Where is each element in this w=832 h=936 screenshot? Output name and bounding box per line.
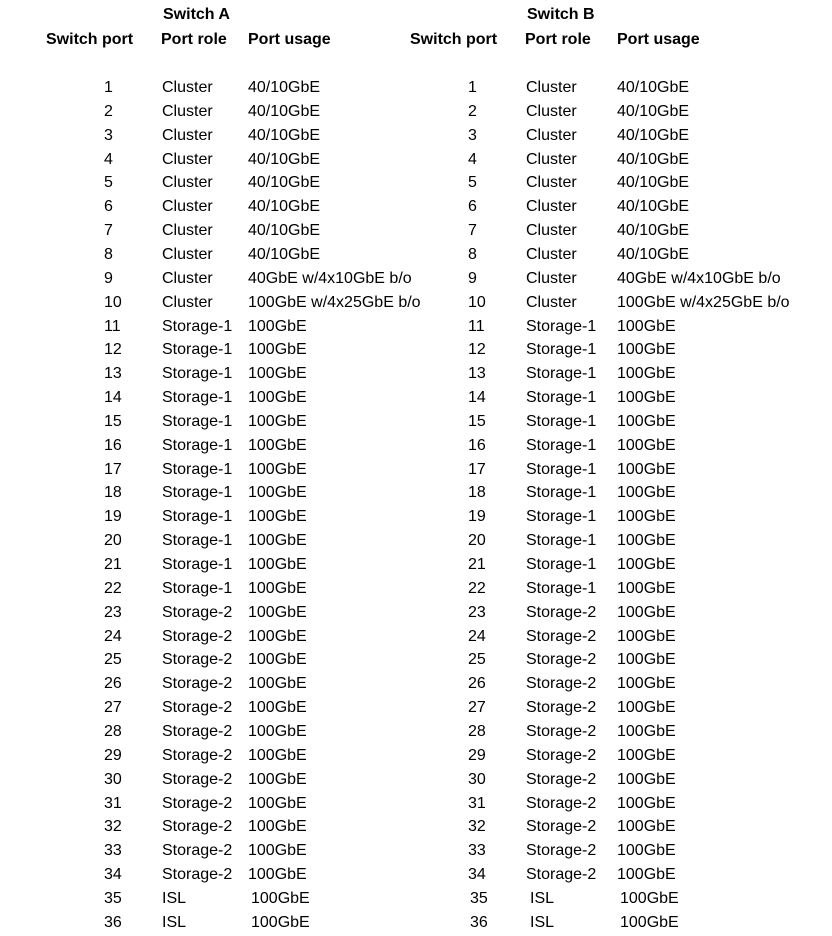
port-usage-cell: 100GbE (248, 651, 307, 669)
port-role-cell: Cluster (162, 293, 213, 311)
switch-port-cell: 23 (468, 603, 486, 621)
port-role-cell: Storage-1 (526, 484, 597, 502)
port-usage-cell: 100GbE (248, 818, 307, 836)
port-role-cell: Storage-2 (526, 603, 597, 621)
port-role-cell: Storage-2 (162, 842, 233, 860)
port-usage-cell: 40/10GbE (617, 79, 690, 96)
switch-port-cell: 26 (468, 675, 486, 693)
port-usage-cell: 100GbE (617, 460, 676, 478)
port-role-cell: ISL (162, 913, 187, 931)
port-role-cell: ISL (530, 913, 555, 931)
port-role-cell: Storage-2 (162, 746, 233, 764)
header-port-usage: Port usage (617, 31, 700, 48)
switch-port-cell: 36 (104, 913, 122, 931)
port-role-cell: Storage-1 (526, 556, 597, 573)
switch-port-cell: 20 (104, 532, 122, 550)
port-usage-cell: 100GbE (248, 675, 307, 693)
port-usage-cell: 100GbE (248, 436, 307, 454)
switch-port-cell: 24 (104, 627, 122, 645)
port-usage-cell: 40/10GbE (617, 102, 690, 120)
port-usage-cell: 40/10GbE (248, 126, 321, 144)
switch-port-cell: 10 (468, 293, 486, 311)
port-usage-cell: 40/10GbE (617, 174, 690, 192)
switch-port-cell: 11 (104, 317, 121, 335)
port-role-cell: Cluster (526, 269, 577, 287)
port-usage-cell: 100GbE (617, 508, 676, 526)
switch-port-cell: 32 (104, 818, 122, 836)
port-usage-cell: 100GbE (248, 556, 307, 573)
port-role-cell: Storage-1 (526, 317, 597, 335)
port-role-cell: Cluster (526, 245, 577, 263)
port-usage-cell: 100GbE (617, 818, 676, 836)
port-role-cell: ISL (530, 889, 555, 907)
port-usage-cell: 40/10GbE (248, 79, 321, 96)
switch-port-cell: 1 (104, 79, 113, 96)
switch-port-cell: 18 (468, 484, 486, 502)
port-role-cell: Cluster (526, 102, 577, 120)
port-usage-cell: 100GbE (248, 365, 307, 383)
port-role-cell: Storage-2 (526, 722, 597, 740)
switch-port-cell: 34 (468, 866, 486, 884)
header-port-role: Port role (161, 31, 227, 48)
switch-port-cell: 7 (104, 222, 113, 240)
switch-port-cell: 9 (104, 269, 113, 287)
switch-port-cell: 26 (104, 675, 122, 693)
switch-port-cell: 3 (468, 126, 477, 144)
port-role-cell: Storage-2 (162, 818, 233, 836)
port-role-cell: Storage-2 (162, 603, 233, 621)
port-role-cell: Storage-2 (526, 770, 597, 788)
switch-port-cell: 22 (104, 579, 122, 597)
port-usage-cell: 40/10GbE (248, 174, 321, 192)
port-role-cell: Cluster (162, 102, 213, 120)
port-role-cell: Storage-2 (526, 818, 597, 836)
port-role-cell: Cluster (162, 269, 213, 287)
switch-port-cell: 18 (104, 484, 122, 502)
port-usage-cell: 100GbE (617, 556, 676, 573)
port-usage-cell: 100GbE (248, 508, 307, 526)
switch-port-cell: 15 (104, 412, 122, 430)
port-role-cell: Cluster (526, 150, 577, 168)
port-role-cell: Storage-1 (526, 365, 597, 383)
port-role-cell: Cluster (162, 174, 213, 192)
port-role-cell: Storage-2 (162, 651, 233, 669)
port-usage-cell: 40/10GbE (617, 150, 690, 168)
port-usage-cell: 100GbE (248, 794, 307, 812)
port-usage-cell: 100GbE (248, 842, 307, 860)
port-role-cell: ISL (162, 889, 187, 907)
port-role-cell: Storage-2 (526, 651, 597, 669)
switch-port-cell: 29 (468, 746, 486, 764)
switch-port-cell: 2 (104, 102, 113, 120)
switch-port-cell: 4 (468, 150, 477, 168)
port-role-cell: Storage-2 (162, 866, 233, 884)
port-usage-cell: 100GbE (248, 699, 307, 717)
port-role-cell: Storage-2 (162, 770, 233, 788)
switch-port-cell: 20 (468, 532, 486, 550)
port-usage-cell: 100GbE w/4x25GbE b/o (617, 293, 790, 311)
port-usage-cell: 100GbE w/4x25GbE b/o (248, 293, 421, 311)
port-role-cell: Storage-2 (526, 746, 597, 764)
port-role-cell: Storage-1 (162, 412, 233, 430)
port-usage-cell: 100GbE (251, 913, 310, 931)
switch-port-cell: 5 (104, 174, 113, 192)
port-usage-cell: 100GbE (248, 746, 307, 764)
port-usage-cell: 100GbE (617, 365, 676, 383)
switch-port-cell: 6 (104, 198, 113, 216)
switch-port-cell: 9 (468, 269, 477, 287)
header-port-role: Port role (525, 31, 591, 48)
switch-b-title: Switch B (527, 6, 595, 23)
switch-port-cell: 14 (468, 389, 486, 407)
switch-port-cell: 24 (468, 627, 486, 645)
port-usage-cell: 100GbE (617, 651, 676, 669)
switch-port-cell: 21 (468, 556, 486, 573)
port-role-cell: Cluster (162, 198, 213, 216)
port-usage-cell: 40/10GbE (617, 198, 690, 216)
switch-port-cell: 14 (104, 389, 122, 407)
port-usage-cell: 100GbE (248, 389, 307, 407)
port-role-cell: Storage-2 (526, 675, 597, 693)
switch-port-cell: 6 (468, 198, 477, 216)
port-usage-cell: 100GbE (617, 627, 676, 645)
port-role-cell: Storage-1 (162, 532, 233, 550)
port-role-cell: Storage-2 (162, 794, 233, 812)
port-usage-cell: 100GbE (248, 532, 307, 550)
switch-port-cell: 30 (468, 770, 486, 788)
port-usage-cell: 100GbE (617, 675, 676, 693)
port-usage-cell: 100GbE (248, 770, 307, 788)
switch-port-cell: 19 (104, 508, 122, 526)
header-switch-port: Switch port (410, 31, 498, 48)
switch-port-cell: 35 (470, 889, 488, 907)
header-switch-port: Switch port (46, 31, 134, 48)
switch-port-cell: 28 (468, 722, 486, 740)
port-role-cell: Cluster (526, 174, 577, 192)
header-port-usage: Port usage (248, 31, 331, 48)
port-usage-cell: 100GbE (248, 317, 307, 335)
port-usage-cell: 100GbE (617, 484, 676, 502)
port-usage-cell: 40/10GbE (248, 222, 321, 240)
port-role-cell: Cluster (162, 150, 213, 168)
port-usage-cell: 100GbE (248, 866, 307, 884)
port-role-cell: Storage-1 (162, 389, 233, 407)
port-usage-cell: 100GbE (248, 722, 307, 740)
port-usage-cell: 100GbE (248, 603, 307, 621)
switch-port-cell: 16 (468, 436, 486, 454)
port-role-cell: Cluster (162, 79, 213, 96)
port-role-cell: Cluster (526, 79, 577, 96)
switch-port-cell: 16 (104, 436, 122, 454)
switch-port-cell: 30 (104, 770, 122, 788)
switch-port-cell: 8 (468, 245, 477, 263)
port-usage-cell: 100GbE (248, 579, 307, 597)
port-role-cell: Storage-2 (162, 699, 233, 717)
switch-port-cell: 10 (104, 293, 122, 311)
port-role-cell: Storage-1 (526, 341, 597, 359)
switch-port-cell: 12 (104, 341, 122, 359)
port-usage-cell: 100GbE (617, 317, 676, 335)
switch-port-cell: 23 (104, 603, 122, 621)
port-usage-cell: 100GbE (617, 722, 676, 740)
port-usage-cell: 100GbE (617, 699, 676, 717)
switch-port-cell: 4 (104, 150, 113, 168)
port-role-cell: Storage-1 (526, 460, 597, 478)
port-usage-cell: 100GbE (248, 484, 307, 502)
port-role-cell: Storage-2 (526, 866, 597, 884)
switch-port-cell: 28 (104, 722, 122, 740)
port-usage-cell: 100GbE (251, 889, 310, 907)
port-role-cell: Storage-1 (162, 484, 233, 502)
port-usage-cell: 40/10GbE (617, 222, 690, 240)
port-role-cell: Storage-1 (162, 436, 233, 454)
port-role-cell: Storage-1 (162, 460, 233, 478)
port-role-cell: Storage-1 (526, 412, 597, 430)
switch-port-cell: 13 (104, 365, 122, 383)
port-role-cell: Storage-2 (162, 675, 233, 693)
port-usage-cell: 100GbE (617, 794, 676, 812)
port-role-cell: Cluster (162, 222, 213, 240)
port-role-cell: Storage-1 (526, 579, 597, 597)
port-usage-cell: 100GbE (617, 579, 676, 597)
port-role-cell: Storage-1 (162, 317, 233, 335)
port-usage-cell: 100GbE (617, 341, 676, 359)
switch-port-cell: 13 (468, 365, 486, 383)
switch-port-cell: 27 (104, 699, 122, 717)
port-role-cell: Storage-1 (162, 579, 233, 597)
port-role-cell: Storage-2 (526, 842, 597, 860)
port-role-cell: Storage-1 (526, 508, 597, 526)
switch-port-cell: 31 (468, 794, 486, 812)
switch-port-cell: 19 (468, 508, 486, 526)
port-usage-cell: 40GbE w/4x10GbE b/o (617, 269, 781, 287)
port-role-cell: Cluster (162, 245, 213, 263)
port-usage-cell: 40/10GbE (248, 198, 321, 216)
switch-port-cell: 33 (104, 842, 122, 860)
port-usage-cell: 100GbE (248, 412, 307, 430)
port-usage-cell: 100GbE (617, 436, 676, 454)
port-usage-cell: 100GbE (248, 341, 307, 359)
port-usage-cell: 100GbE (617, 412, 676, 430)
switch-port-cell: 1 (468, 79, 477, 96)
port-usage-cell: 100GbE (617, 746, 676, 764)
switch-port-cell: 35 (104, 889, 122, 907)
switch-port-cell: 33 (468, 842, 486, 860)
switch-port-cell: 3 (104, 126, 113, 144)
switch-port-cell: 12 (468, 341, 486, 359)
switch-port-cell: 8 (104, 245, 113, 263)
port-role-cell: Storage-1 (526, 436, 597, 454)
switch-port-cell: 34 (104, 866, 122, 884)
port-usage-cell: 100GbE (617, 389, 676, 407)
port-usage-cell: 100GbE (248, 627, 307, 645)
switch-port-cell: 25 (104, 651, 122, 669)
port-role-cell: Storage-2 (526, 794, 597, 812)
port-usage-cell: 100GbE (617, 603, 676, 621)
port-role-cell: Cluster (526, 222, 577, 240)
switch-port-cell: 11 (468, 317, 485, 335)
port-role-cell: Storage-2 (526, 627, 597, 645)
switch-port-cell: 17 (468, 460, 486, 478)
port-usage-cell: 40GbE w/4x10GbE b/o (248, 269, 412, 287)
port-usage-cell: 40/10GbE (248, 150, 321, 168)
switch-port-cell: 31 (104, 794, 122, 812)
switch-port-cell: 17 (104, 460, 122, 478)
switch-port-cell: 25 (468, 651, 486, 669)
port-usage-cell: 40/10GbE (248, 102, 321, 120)
port-usage-cell: 100GbE (617, 866, 676, 884)
port-role-cell: Storage-1 (162, 365, 233, 383)
port-usage-cell: 100GbE (617, 770, 676, 788)
switch-port-cell: 5 (468, 174, 477, 192)
port-usage-cell: 40/10GbE (617, 126, 690, 144)
port-role-cell: Cluster (526, 293, 577, 311)
port-role-cell: Storage-1 (162, 341, 233, 359)
switch-port-cell: 21 (104, 556, 122, 573)
port-role-cell: Cluster (526, 198, 577, 216)
switch-a-title: Switch A (163, 6, 230, 23)
port-role-cell: Storage-2 (526, 699, 597, 717)
port-usage-cell: 100GbE (617, 532, 676, 550)
port-usage-cell: 100GbE (620, 889, 679, 907)
port-role-cell: Storage-2 (162, 627, 233, 645)
port-usage-cell: 100GbE (248, 460, 307, 478)
switch-port-cell: 32 (468, 818, 486, 836)
port-usage-cell: 100GbE (617, 842, 676, 860)
port-usage-cell: 100GbE (620, 913, 679, 931)
switch-port-cell: 27 (468, 699, 486, 717)
port-role-cell: Cluster (526, 126, 577, 144)
switch-port-cell: 36 (470, 913, 488, 931)
port-role-cell: Storage-2 (162, 722, 233, 740)
switch-port-cell: 22 (468, 579, 486, 597)
port-role-cell: Storage-1 (162, 556, 233, 573)
port-usage-cell: 40/10GbE (248, 245, 321, 263)
port-usage-cell: 40/10GbE (617, 245, 690, 263)
switch-port-cell: 7 (468, 222, 477, 240)
port-role-cell: Storage-1 (526, 389, 597, 407)
port-role-cell: Cluster (162, 126, 213, 144)
switch-port-cell: 2 (468, 102, 477, 120)
switch-port-cell: 29 (104, 746, 122, 764)
port-role-cell: Storage-1 (526, 532, 597, 550)
port-role-cell: Storage-1 (162, 508, 233, 526)
switch-port-cell: 15 (468, 412, 486, 430)
